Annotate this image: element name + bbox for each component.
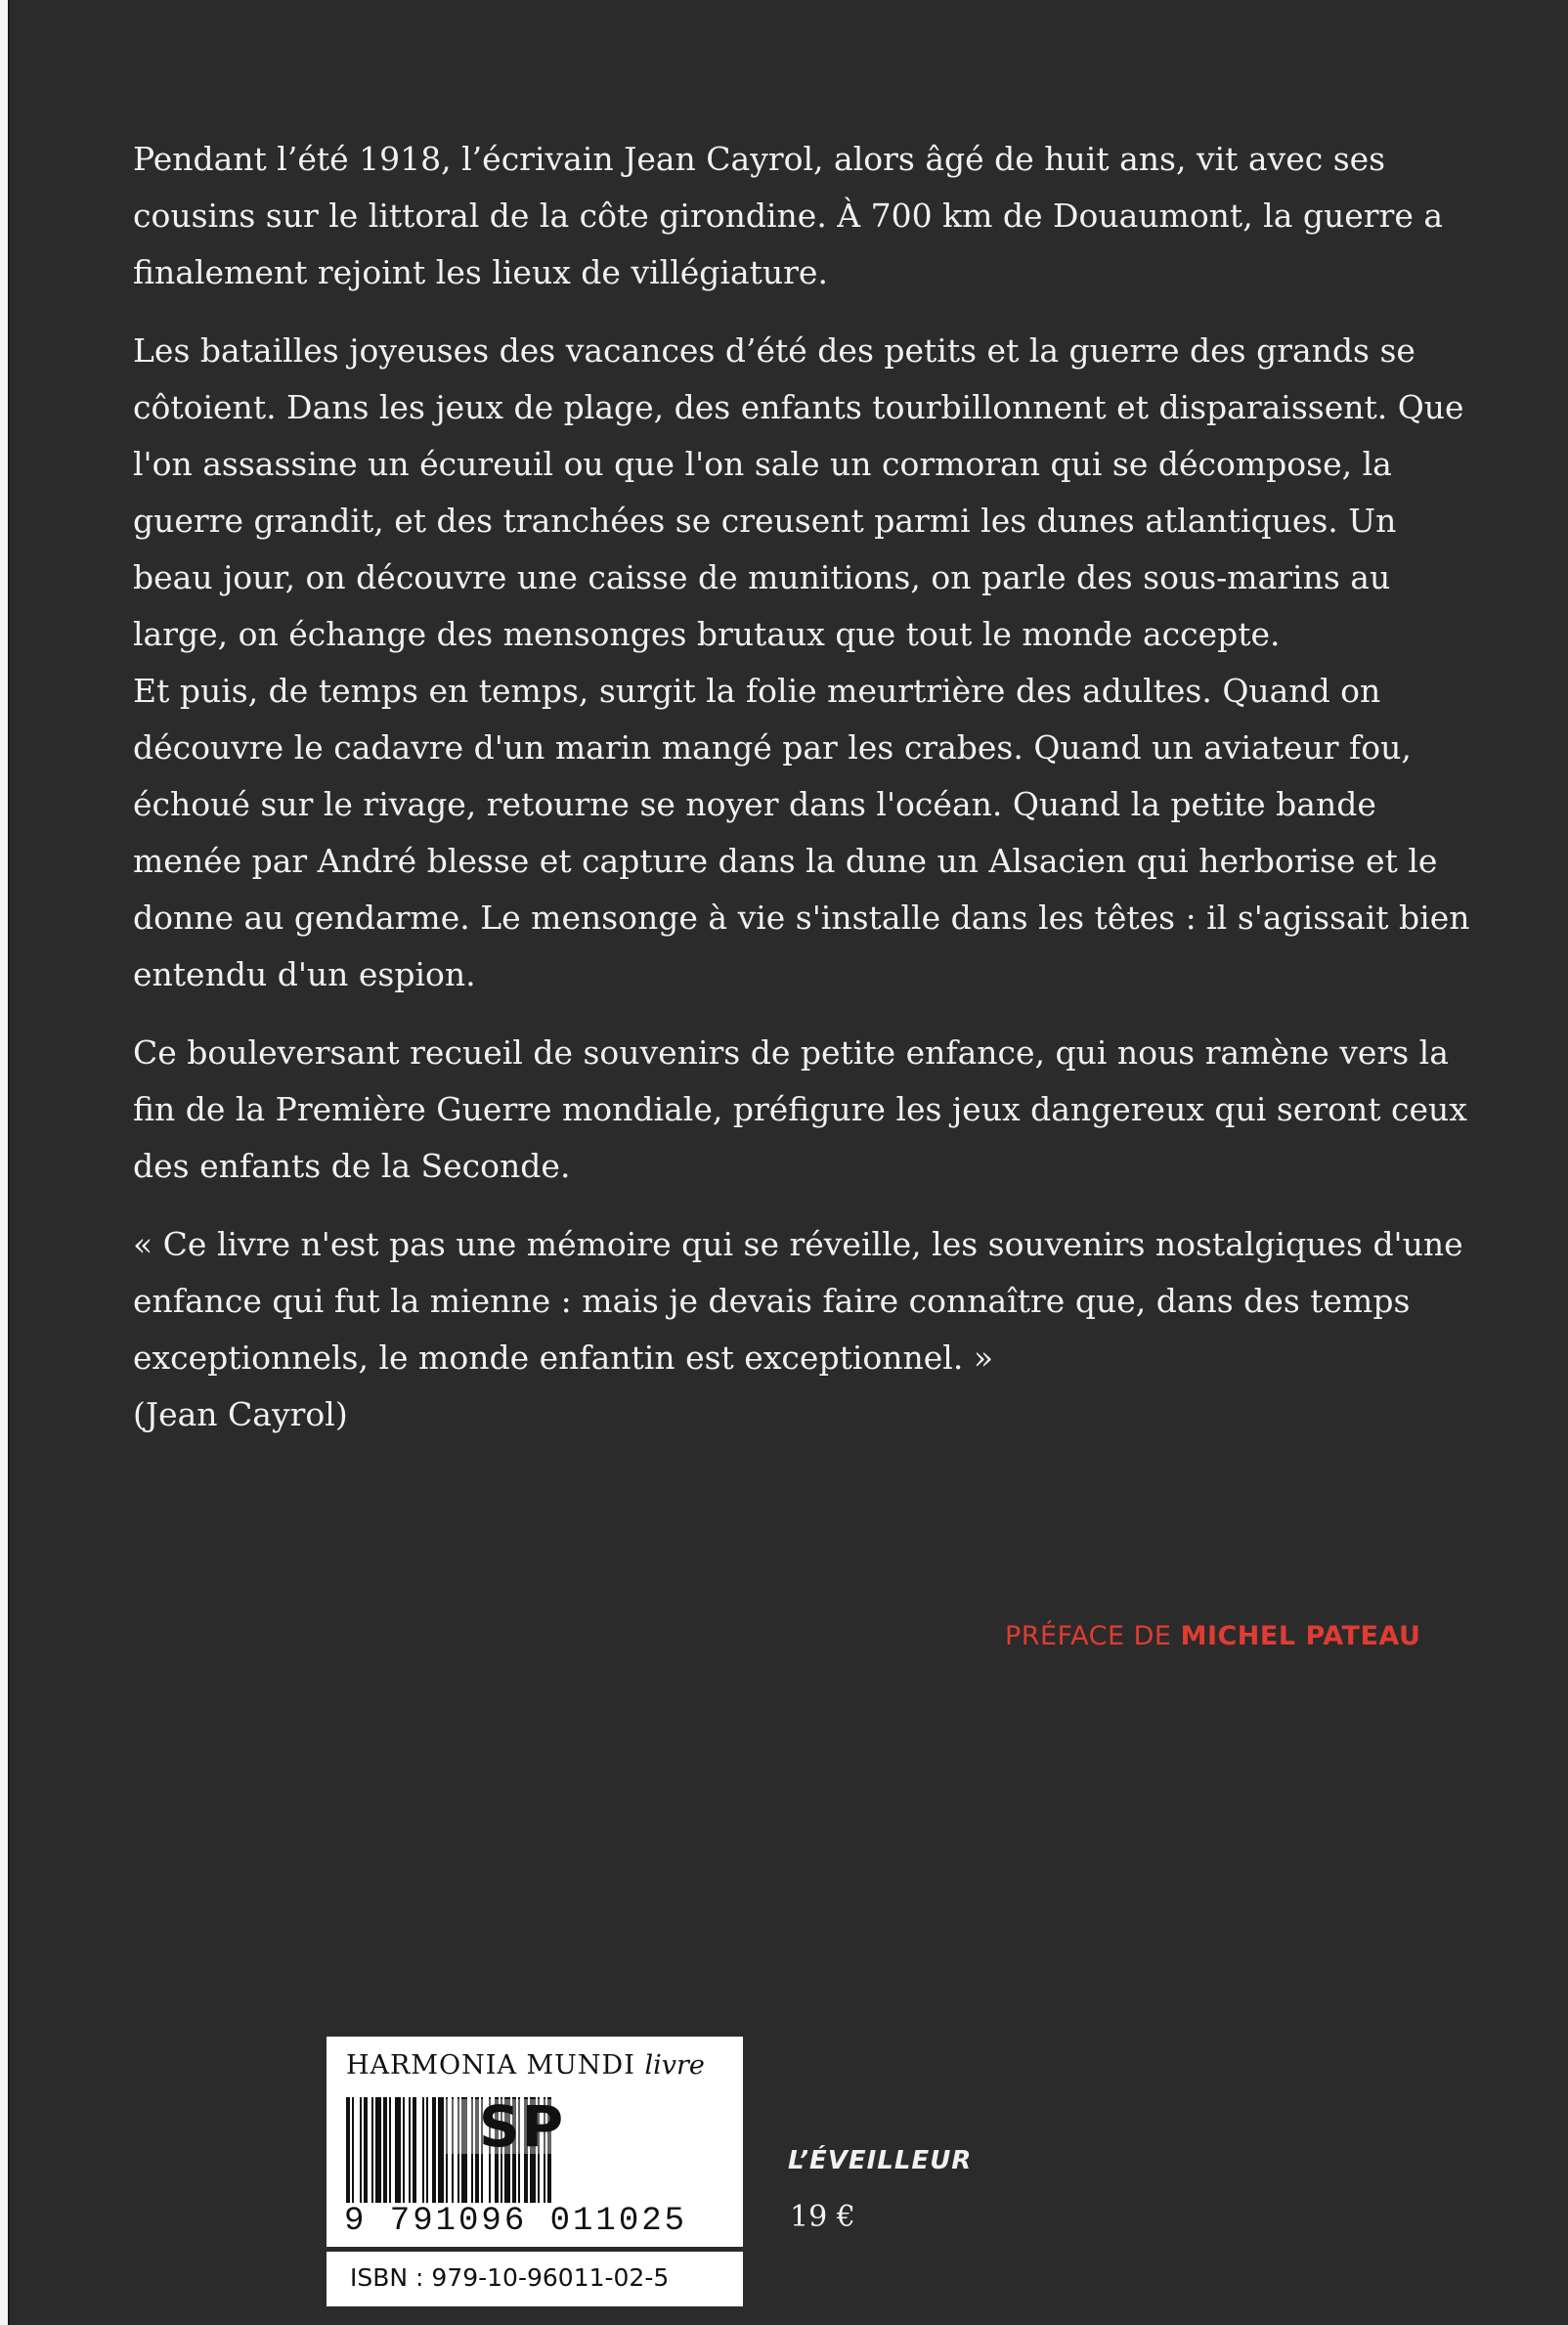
barcode-bar bbox=[352, 2097, 354, 2203]
blurb-paragraph-1: Pendant l’été 1918, l’écrivain Jean Cayrol, alors âgé de huit ans, vit avec ses cousins sur le littoral de la côte girondine. À 700 km de Douaumont, la guerre a finalement rejoint les lieux de villégiature. bbox=[133, 140, 1444, 291]
quote-attribution: (Jean Cayrol) bbox=[133, 1395, 348, 1433]
barcode-bar bbox=[409, 2097, 411, 2203]
preface-prefix: PRÉFACE DE bbox=[1005, 1621, 1181, 1651]
barcode-bar bbox=[395, 2097, 401, 2203]
preface-author: MICHEL PATEAU bbox=[1180, 1621, 1421, 1651]
blurb-text bbox=[133, 131, 1482, 1465]
barcode-bar bbox=[364, 2097, 368, 2203]
barcode-bar bbox=[360, 2097, 362, 2203]
distributor-name: HARMONIA MUNDI bbox=[346, 2050, 635, 2081]
barcode-bar bbox=[375, 2097, 381, 2203]
barcode-bar bbox=[413, 2097, 416, 2203]
back-cover bbox=[8, 0, 1568, 2325]
isbn-label bbox=[327, 2252, 743, 2306]
barcode-bar bbox=[346, 2097, 350, 2203]
barcode-bar bbox=[432, 2097, 436, 2203]
blurb-paragraph-3: Et puis, de temps en temps, surgit la folie meurtrière des adultes. Quand on découvre le cadavre d'un marin mangé par les crabes. Quand un aviateur fou, échoué sur le rivage, retourne se noyer dans l'océan. Quand la petite bande menée par André blesse et capture dans la dune un Alsacien qui herborise et le donne au gendarme. Le mensonge à vie s'installe dans les têtes : il s'agissait bien entendu d'un espion. bbox=[133, 672, 1470, 993]
preface-credit bbox=[1005, 1621, 1420, 1651]
barcode-bar bbox=[371, 2097, 373, 2203]
blurb-paragraph-4: Ce bouleversant recueil de souvenirs de petite enfance, qui nous ramène vers la fin de la Première Guerre mondiale, préfigure les jeux dangereux qui seront ceux des enfants de la Seconde. bbox=[133, 1033, 1467, 1185]
blurb-paragraph-2: Les batailles joyeuses des vacances d’été des petits et la guerre des grands se côtoient. Dans les jeux de plage, des enfants tourbillonnent et disparaissent. Que l'on assassine un écureuil ou que l'on sale un cormoran qui se décompose, la guerre grandit, et des tranchées se creusent parmi les dunes atlantiques. Un beau jour, on découvre une caisse de munitions, on parle des sous-marins au large, on échange des mensonges brutaux que tout le monde accepte. bbox=[133, 331, 1464, 653]
barcode-bar bbox=[426, 2097, 428, 2203]
barcode-bar bbox=[389, 2097, 391, 2203]
barcode-sticker bbox=[327, 2037, 743, 2247]
distributor-label bbox=[346, 2050, 733, 2081]
distributor-suffix: livre bbox=[644, 2050, 705, 2081]
barcode-bar bbox=[403, 2097, 405, 2203]
barcode-digits: 9 791096 011025 bbox=[344, 2203, 688, 2240]
isbn-number: ISBN : 979-10-96011-02-5 bbox=[350, 2263, 670, 2292]
author-quote: « Ce livre n'est pas une mémoire qui se réveille, les souvenirs nostalgiques d'une enfance qui fut la mienne : mais je devais faire connaître que, dans des temps exceptionnels, le monde enfantin est exceptionnel. » bbox=[133, 1225, 1463, 1377]
sp-stamp: SP bbox=[444, 2099, 600, 2154]
publisher-logo: L’ÉVEILLEUR bbox=[788, 2146, 973, 2175]
barcode-bar bbox=[383, 2097, 387, 2203]
barcode-bar bbox=[422, 2097, 424, 2203]
price: 19 € bbox=[790, 2200, 855, 2234]
